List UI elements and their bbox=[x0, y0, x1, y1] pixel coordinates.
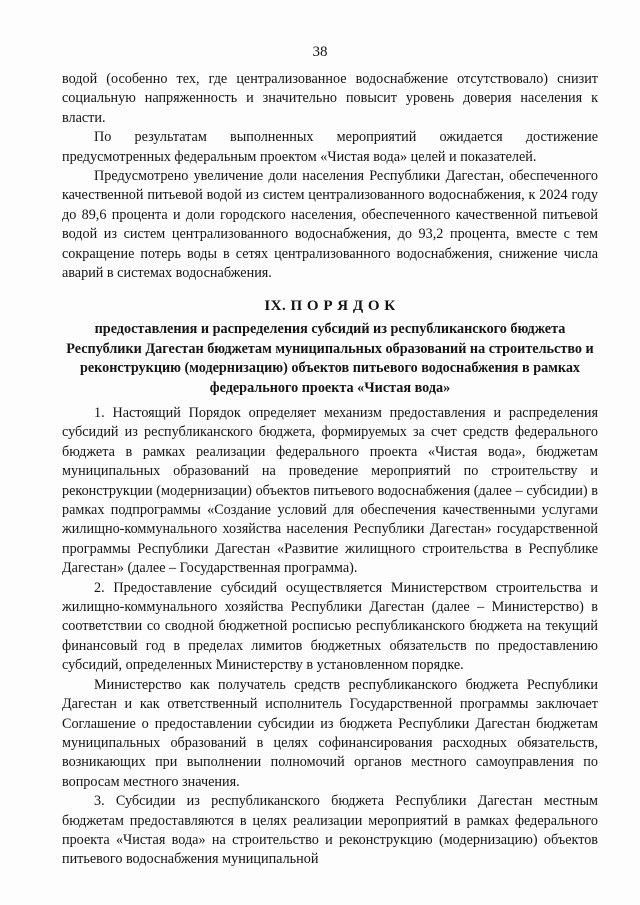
section-subtitle: предоставления и распределения субсидий из республиканского бюджета Республики Дагестан бюджетам муниципальных образований на строительство и реконструкцию (модернизацию) объектов питьевого водоснабжения в рамках федерального проекта «Чистая вода» bbox=[66, 321, 594, 396]
section-title: IX. П О Р Я Д О К bbox=[264, 298, 396, 314]
intro-paragraph-2: По результатам выполненных мероприятий ожидается достижение предусмотренных федеральным проектом «Чистая вода» целей и показателей. bbox=[62, 129, 598, 165]
body-paragraph-2: 2. Предоставление субсидий осуществляется Министерством строительства и жилищно-коммунального хозяйства Республики Дагестан (далее – Министерство) в соответствии со сводной бюджетной росписью республиканского бюджета на текущий финансовый год в пределах лимитов бюджетных обязательств по предоставлению субсидий, определенных Министерству в установленном порядке. bbox=[62, 579, 598, 674]
section-heading bbox=[62, 297, 598, 398]
body-paragraph-3: Министерство как получатель средств республиканского бюджета Республики Дагестан и как ответственный исполнитель Государственной программы заключает Соглашение о предоставлении субсидии из бюджета Республики Дагестан бюджетам муниципальных образований в целях софинансирования расходных обязательств, возникающих при выполнении полномочий органов местного самоуправления по вопросам местного значения. bbox=[62, 676, 598, 790]
section-body bbox=[62, 404, 598, 870]
body-paragraph-1: 1. Настоящий Порядок определяет механизм предоставления и распределения субсидий из республиканского бюджета, формируемых за счет средств федерального бюджета в рамках реализации федерального проекта «Чистая вода», бюджетам муниципальных образований на проведение мероприятий по строительству и реконструкции (модернизации) объектов питьевого водоснабжения (далее – субсидии) в рамках подпрограммы «Создание условий для обеспечения качественными услугами жилищно-коммунального хозяйства населения Республики Дагестан» государственной программы Республики Дагестан «Развитие жилищного строительства в Республике Дагестан» (далее – Государственная программа). bbox=[62, 405, 598, 577]
intro-text bbox=[62, 70, 598, 283]
intro-paragraph-1: водой (особенно тех, где централизованное водоснабжение отсутствовало) снизит социальную напряженность и значительно повысит уровень доверия населения к власти. bbox=[62, 71, 598, 126]
body-paragraph-4: 3. Субсидии из республиканского бюджета Республики Дагестан местным бюджетам предоставляются в целях реализации мероприятий в рамках федерального проекта «Чистая вода» на строительство и реконструкцию (модернизацию) объектов питьевого водоснабжения муниципальной bbox=[62, 793, 598, 868]
page-number: 38 bbox=[312, 44, 328, 60]
intro-paragraph-3: Предусмотрено увеличение доли населения Республики Дагестан, обеспеченного качественной питьевой водой из систем централизованного водоснабжения, к 2024 году до 89,6 процента и доли городского населения, обеспеченного качественной питьевой водой из систем централизованного водоснабжения, до 93,2 процента, вместе с тем сокращение потерь воды в сетях централизованного водоснабжения, снижение числа аварий в системах водоснабжения. bbox=[62, 168, 598, 282]
